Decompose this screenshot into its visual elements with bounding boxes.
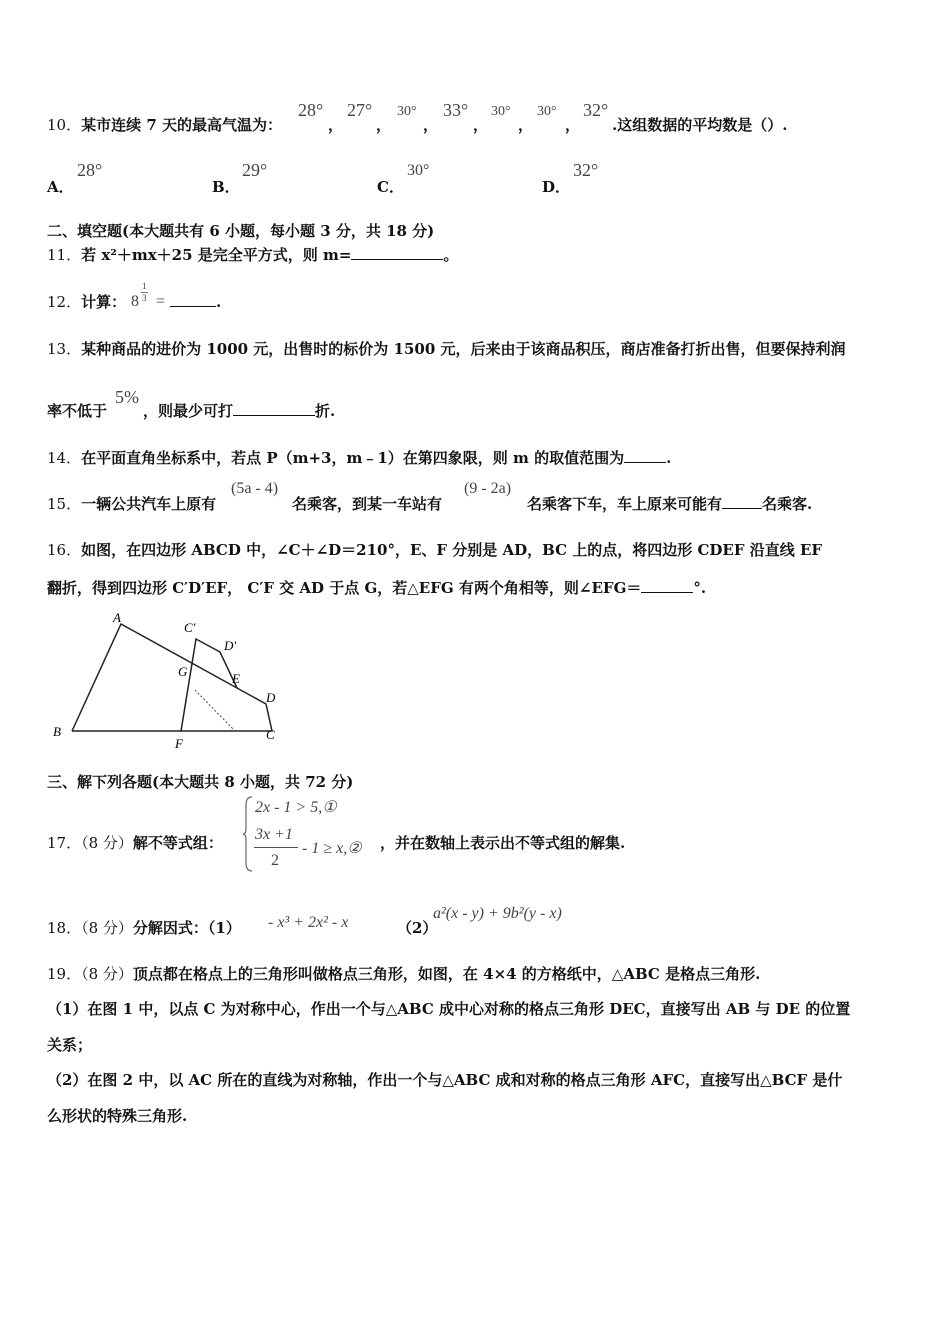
q15-part3 xyxy=(527,494,812,514)
q17-stem xyxy=(47,833,223,853)
q18-number: 18． xyxy=(47,919,82,937)
choice-c-label: C． xyxy=(377,178,404,196)
q16-line2 xyxy=(47,578,706,598)
q15-text-3: 名乘客下车，车上原来可能有 xyxy=(527,495,723,513)
q15-text-1: 一辆公共汽车上原有 xyxy=(81,495,217,513)
q12-number: 12． xyxy=(47,293,82,311)
q15-part1 xyxy=(47,494,216,514)
q15-answer-blank[interactable] xyxy=(722,494,762,509)
q19-part1-line1: （1）在图 1 中，以点 C 为对称中心，作出一个与△ABC 成中心对称的格点三角形 DEC，直接写出 AB 与 DE 的位置 xyxy=(47,1000,851,1018)
q11-end: 。 xyxy=(443,246,459,264)
q12-exp-den: 3 xyxy=(142,293,147,303)
q16-figure xyxy=(45,610,285,750)
q11-text: 若 x²＋mx＋25 是完全平方式，则 m= xyxy=(81,246,352,264)
q10-temp-1: 28° xyxy=(298,100,324,120)
q17-number: 17． xyxy=(47,834,82,852)
choice-d-label: D． xyxy=(542,178,571,196)
q18-p1-label: （1） xyxy=(207,919,241,937)
q18-stem xyxy=(47,918,241,938)
q15-end: 名乘客. xyxy=(762,495,813,513)
q10-temp-4: 33° xyxy=(443,100,469,120)
q17-ineq-2-rest: - 1 ≥ x,② xyxy=(302,840,362,857)
q15-expr-1: (5a - 4) xyxy=(231,480,279,497)
q10-sep: ， xyxy=(328,116,344,134)
q16-end: °. xyxy=(693,579,707,597)
q10-sep: ， xyxy=(376,116,392,134)
q19-stem xyxy=(47,964,760,984)
q14-text: 在平面直角坐标系中，若点 P（m+3，m﹣1）在第四象限，则 m 的取值范围为 xyxy=(81,449,625,467)
choice-d-value: 32° xyxy=(573,160,599,180)
q19-points: （8 分） xyxy=(81,965,133,983)
q15-text-2: 名乘客，到某一车站有 xyxy=(292,495,443,513)
q10-temp-6: 30° xyxy=(537,104,557,119)
choice-b-label: B． xyxy=(212,178,240,196)
q14 xyxy=(47,448,671,468)
q16-text-1: 如图，在四边形 ABCD 中，∠C＋∠D＝210°，E、F 分别是 AD，BC 上的点，将四边形 CDEF 沿直线 EF xyxy=(81,541,823,559)
q19-part2-line1: （2）在图 2 中，以 AC 所在的直线为对称轴，作出一个与△ABC 成和对称的格点三角形 AFC，直接写出△BCF 是什 xyxy=(47,1071,843,1089)
q12-base: 8 xyxy=(131,293,139,310)
q15-number: 15． xyxy=(47,495,82,513)
q12-answer xyxy=(170,292,221,311)
q13-text-2: 率不低于 xyxy=(47,402,108,420)
q13-answer-blank[interactable] xyxy=(233,401,315,416)
q10-text: 某市连续 7 天的最高气温为： xyxy=(81,116,282,134)
choice-c-value: 30° xyxy=(407,162,430,179)
section-3-heading: 三、解下列各题(本大题共 8 小题，共 72 分) xyxy=(47,773,354,791)
q18-p1-expr: - x³ + 2x² - x xyxy=(268,914,349,931)
q14-end: . xyxy=(666,449,672,467)
q13-number: 13． xyxy=(47,340,82,358)
q10-text-after: .这组数据的平均数是（）. xyxy=(612,116,788,134)
q17-frac-num: 3x +1 xyxy=(255,826,293,843)
q10-temp-3: 30° xyxy=(397,104,417,119)
q17-text: 解不等式组： xyxy=(132,834,223,852)
fold-line-dashed xyxy=(195,690,235,731)
q12 xyxy=(47,292,126,312)
label-e: E xyxy=(232,671,240,686)
q11-number: 11． xyxy=(47,246,82,264)
quadrilateral-abcd xyxy=(72,624,272,731)
q12-exp-num: 1 xyxy=(142,281,147,291)
q12-text: 计算： xyxy=(81,293,127,311)
q13-text-1: 某种商品的进价为 1000 元，出售时的标价为 1500 元，后来由于该商品积压，商店准备打折出售，但要保持利润 xyxy=(81,340,846,358)
q10-temp-7: 32° xyxy=(583,100,609,120)
q10-sep: ， xyxy=(473,116,489,134)
q12-answer-blank[interactable] xyxy=(170,292,216,307)
q12-end: . xyxy=(216,293,222,311)
q13-text-3: ，则最少可打 xyxy=(143,402,234,420)
q11-answer-blank[interactable] xyxy=(351,245,443,260)
q13-line1 xyxy=(47,339,845,359)
q10-number: 10． xyxy=(47,116,82,134)
q13-percent: 5% xyxy=(115,387,139,407)
q10-sep: ， xyxy=(565,116,581,134)
q19-intro: 顶点都在格点上的三角形叫做格点三角形，如图，在 4×4 的方格纸中，△ABC 是格点三角形. xyxy=(132,965,761,983)
q11 xyxy=(47,245,458,265)
q18-p2-label: （2） xyxy=(397,919,438,937)
q17-frac-den: 2 xyxy=(271,852,279,869)
q19-number: 19． xyxy=(47,965,82,983)
q17-ineq-1: 2x - 1 > 5,① xyxy=(255,799,337,816)
choice-a-label: A． xyxy=(47,178,74,196)
choice-b-value: 29° xyxy=(242,160,268,180)
q19-part2-line2: 么形状的特殊三角形. xyxy=(47,1107,188,1125)
q15-expr-2: (9 - 2a) xyxy=(464,480,512,497)
q14-number: 14． xyxy=(47,449,82,467)
q18-points: （8 分） xyxy=(81,919,133,937)
q10-temp-5: 30° xyxy=(491,104,511,119)
q16-line1 xyxy=(47,540,822,560)
q10-sep: ， xyxy=(423,116,439,134)
choice-a-value: 28° xyxy=(77,160,103,180)
label-d: D xyxy=(266,690,276,705)
section-2-heading: 二、填空题(本大题共有 6 小题，每小题 3 分，共 18 分) xyxy=(47,222,435,240)
q17-frac-bar xyxy=(254,847,298,848)
q19-part1-line2: 关系； xyxy=(47,1036,93,1054)
q10-temp-2: 27° xyxy=(347,100,373,120)
q14-answer-blank[interactable] xyxy=(624,448,666,463)
q18-p2-expr: a²(x - y) + 9b²(y - x) xyxy=(433,905,562,922)
label-b: B xyxy=(53,724,61,739)
q10-sep: ， xyxy=(518,116,534,134)
q16-answer-blank[interactable] xyxy=(641,578,693,593)
label-g: G xyxy=(178,664,188,679)
label-c: C xyxy=(266,727,275,742)
label-f: F xyxy=(175,736,183,750)
q17-after: ，并在数轴上表示出不等式组的解集. xyxy=(380,834,626,852)
q12-eq: = xyxy=(156,293,166,310)
q16-number: 16． xyxy=(47,541,82,559)
q17-brace xyxy=(242,795,254,873)
q10-stem xyxy=(47,115,282,135)
q16-text-2: 翻折，得到四边形 C′D′EF， C′F 交 AD 于点 G，若△EFG 有两个角相等，则∠EFG＝ xyxy=(47,579,642,597)
q13-answer xyxy=(143,401,335,421)
label-c-prime: C′ xyxy=(184,620,196,635)
label-d-prime: D′ xyxy=(224,638,237,653)
q17-points: （8 分） xyxy=(81,834,133,852)
label-a: A xyxy=(113,610,121,625)
q18-text: 分解因式： xyxy=(132,919,208,937)
q13-end: 折. xyxy=(315,402,336,420)
